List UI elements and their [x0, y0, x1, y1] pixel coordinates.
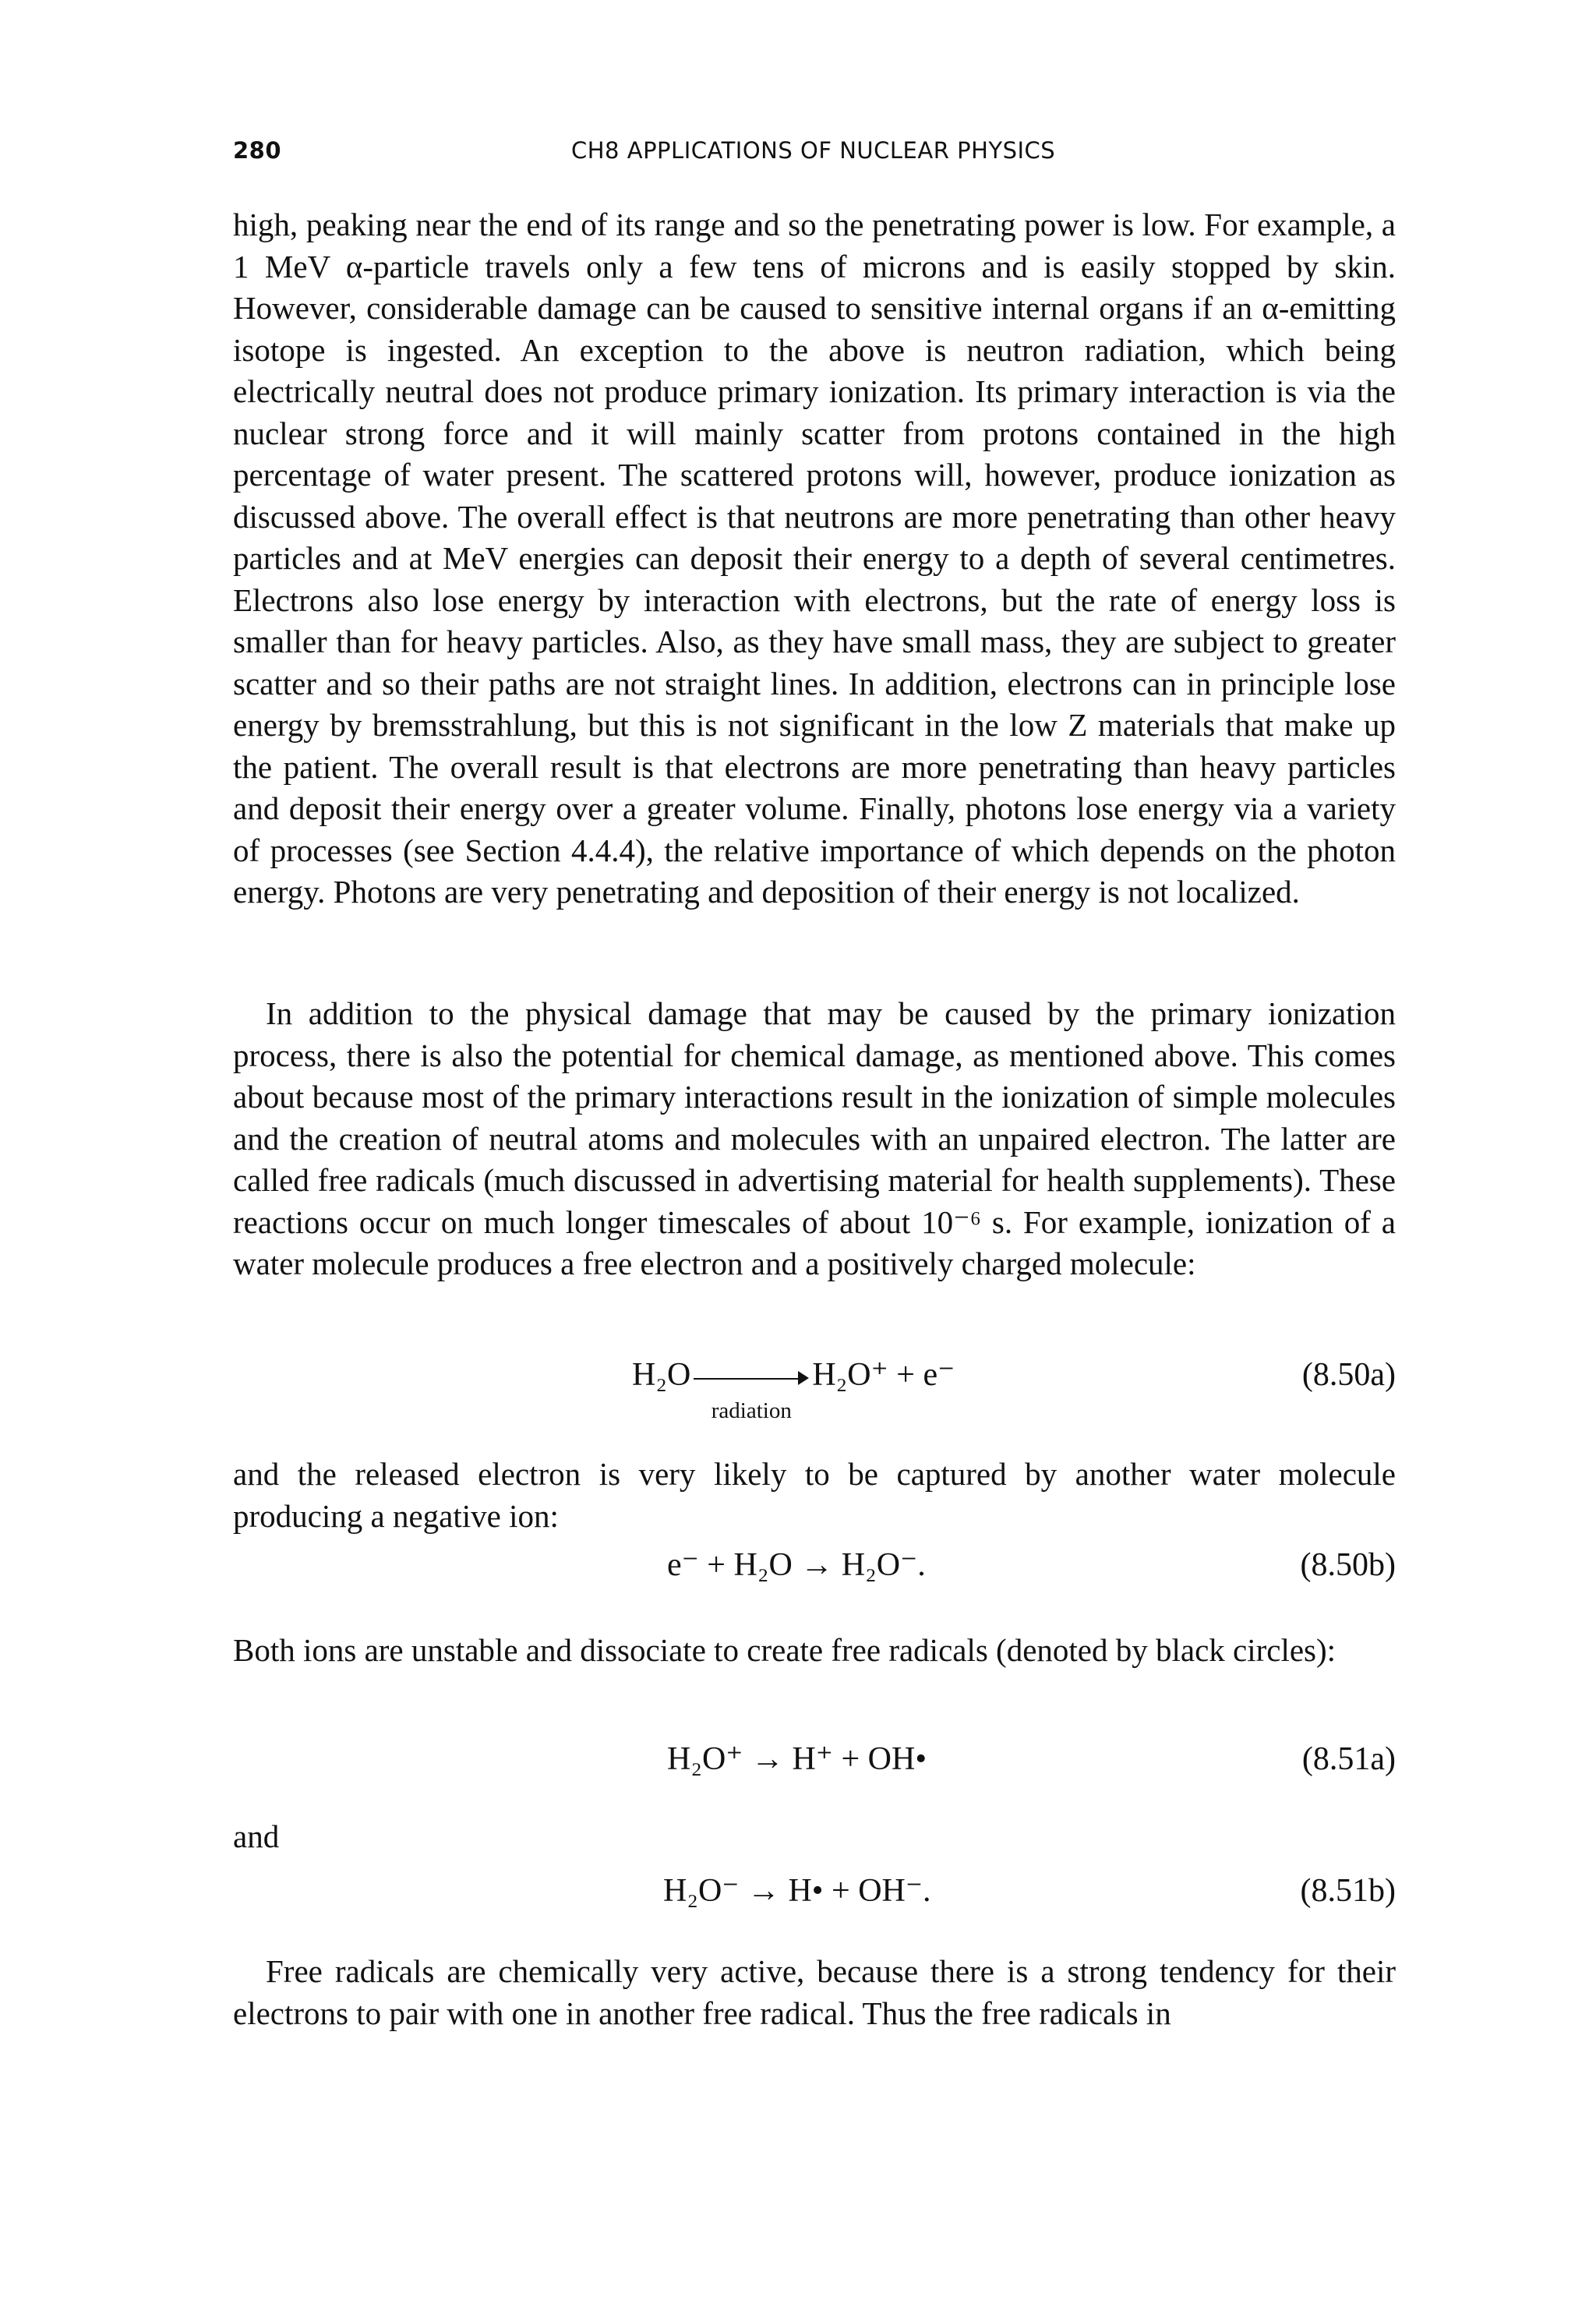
- paragraph-continued: high, peaking near the end of its range and so the penetrating power is low. For example, a 1 MeV α-particle travels only a few tens of microns and is easily stopped by skin. However, considerable damage can be caused to sensitive internal organs if an α-emitting isotope is ingested. An exception to the above is neutron radiation, which being electrically neutral does not produce primary ionization. Its primary interaction is via the nuclear strong force and it will mainly scatter from protons contained in the high percentage of water present. The scattered protons will, however, produce ionization as discussed above. The overall effect is that neutrons are more penetrating than other heavy particles and at MeV energies can deposit their energy to a depth of several centimetres. Electrons also lose energy by interaction with electrons, but the rate of energy loss is smaller than for heavy particles. Also, as they have small mass, they are subject to greater scatter and so their paths are not straight lines. In addition, electrons can in principle lose energy by bremsstrahlung, but this is not significant in the low Z materials that make up the patient. The overall result is that electrons are more penetrating than heavy particles and deposit their energy over a greater volume. Finally, photons lose energy via a variety of processes (see Section 4.4.4), the relative importance of which depends on the photon energy. Photons are very penetrating and deposition of their energy is not localized.: [233, 207, 1396, 910]
- equation-8-50b: [233, 1542, 1396, 1588]
- equation-number: (8.50a): [1301, 1357, 1396, 1393]
- equation-number: (8.50b): [1300, 1547, 1396, 1583]
- equation-body: [632, 1352, 955, 1424]
- equation-number: (8.51b): [1300, 1873, 1396, 1909]
- equation-body: H₂O⁺ → H⁺ + OH•: [667, 1741, 927, 1777]
- page-number: 280: [233, 137, 282, 164]
- equation-body: e⁻ + H₂O → H₂O⁻.: [667, 1547, 926, 1583]
- equation-8-51a: [233, 1736, 1396, 1783]
- equation-8-51b: [233, 1867, 1396, 1914]
- paragraph-block-6: [233, 1951, 1396, 2034]
- paragraph-free-radicals-intro: In addition to the physical damage that may be caused by the primary ionization process, there is also the potential for chemical damage, as mentioned above. This comes about because most of the primary interactions result in the ionization of simple molecules and the creation of neutral atoms and molecules with an unpaired electron. The latter are called free radicals (much discussed in advertising material for health supplements). These reactions occur on much longer timescales of about 10⁻⁶ s. For example, ionization of a water molecule produces a free electron and a positively charged molecule:: [233, 995, 1396, 1281]
- paragraph-block-3: [233, 1454, 1396, 1537]
- paragraph-and: and: [233, 1818, 280, 1854]
- paragraph-block-2: [233, 993, 1396, 1285]
- arrow-head-icon: [798, 1371, 809, 1385]
- equation-rhs: H₂O⁺ + e⁻: [812, 1357, 955, 1393]
- paragraph-block-4: [233, 1630, 1396, 1672]
- equation-8-50a: [233, 1352, 1396, 1424]
- chapter-title: CH8 APPLICATIONS OF NUCLEAR PHYSICS: [571, 137, 1056, 164]
- arrow-shaft: [694, 1378, 801, 1380]
- paragraph-block-5: [233, 1816, 1396, 1858]
- equation-body: H₂O⁻ → H• + OH⁻.: [663, 1873, 931, 1909]
- arrow-label: radiation: [711, 1398, 792, 1424]
- equation-number: (8.51a): [1301, 1741, 1396, 1777]
- paragraph-electron-capture: and the released electron is very likely to be captured by another water molecule producing a negative ion:: [233, 1456, 1396, 1534]
- equation-lhs: H₂O: [632, 1357, 691, 1393]
- reaction-arrow: [694, 1362, 809, 1424]
- paragraph-free-radicals-active: Free radicals are chemically very active, because there is a strong tendency for their electrons to pair with one in another free radical. Thus the free radicals in: [233, 1953, 1396, 2031]
- running-header: [233, 137, 1396, 171]
- paragraph-ions-unstable: Both ions are unstable and dissociate to create free radicals (denoted by black circles):: [233, 1632, 1336, 1668]
- paragraph-block-1: [233, 204, 1396, 913]
